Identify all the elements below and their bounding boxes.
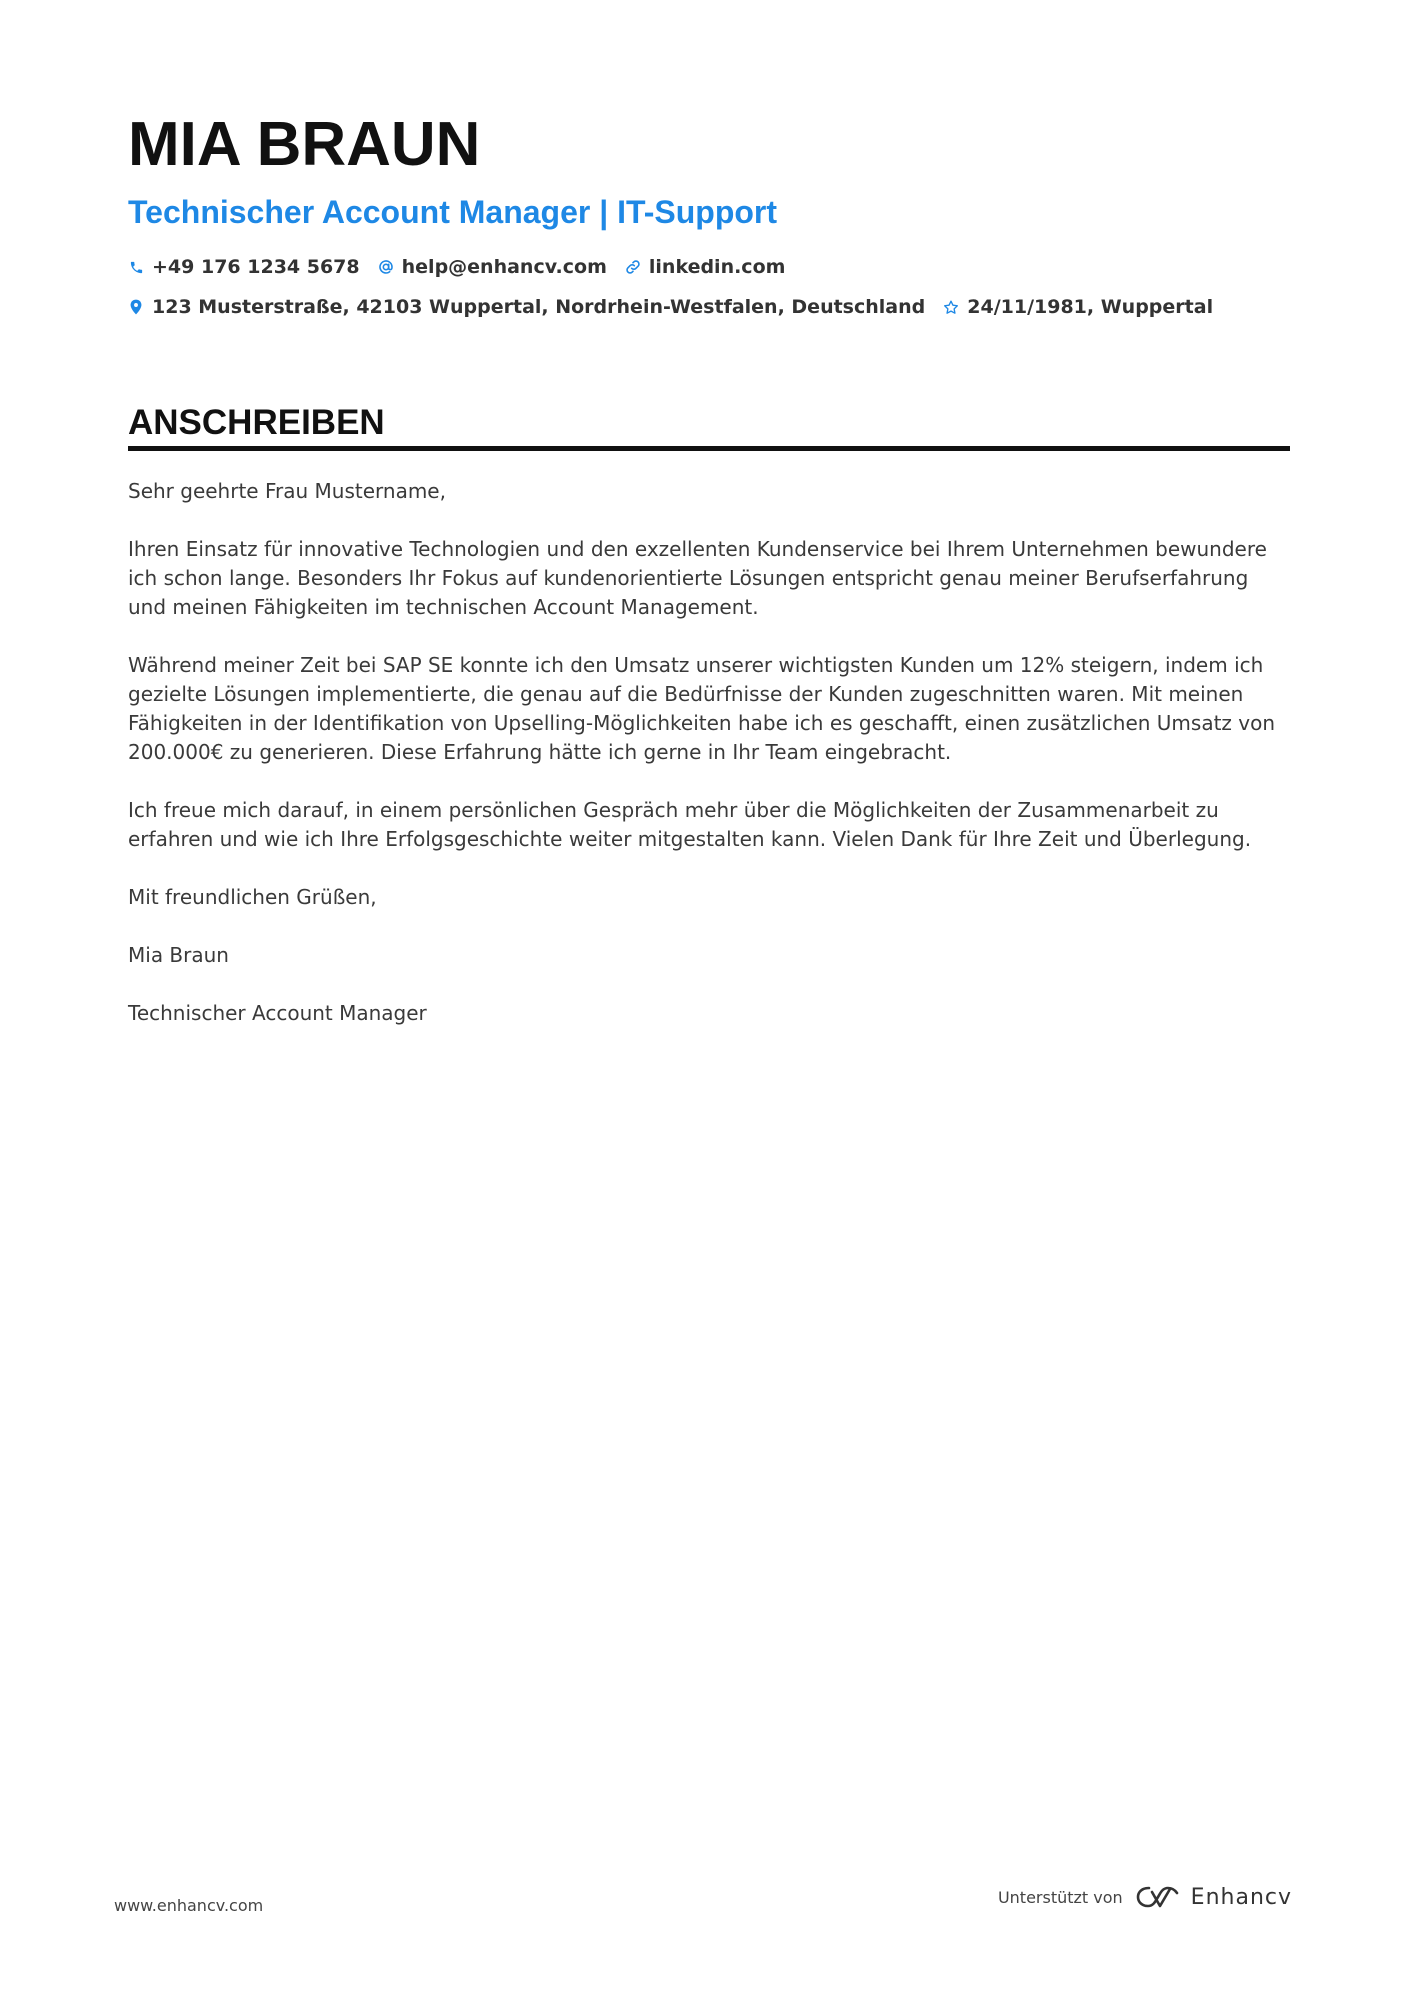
contact-row-2 <box>128 292 1290 322</box>
contact-linkedin[interactable] <box>625 256 786 278</box>
footer-website-link[interactable]: www.enhancv.com <box>114 1896 264 1915</box>
brand-name: Enhancv <box>1190 1884 1292 1910</box>
contact-info <box>128 252 1290 322</box>
enhancv-logo[interactable] <box>1135 1884 1292 1910</box>
linkedin-text: linkedin.com <box>648 256 786 278</box>
letter-body <box>128 477 1290 1028</box>
phone-text: +49 176 1234 5678 <box>152 256 360 278</box>
candidate-name: MIA BRAUN <box>128 110 481 179</box>
letter-closing: Mit freundlichen Grüßen, <box>128 885 377 909</box>
email-text: help@enhancv.com <box>401 256 607 278</box>
cover-letter-page <box>128 110 1290 1057</box>
letter-paragraph: Ich freue mich darauf, in einem persönlichen Gespräch mehr über die Möglichkeiten der Zusammenarbeit zu erfahren und wie ich Ihre Erfolgsgeschichte weiter mitgestalten kann. Vielen Dank für Ihre Zeit und Überlegung. <box>128 798 1252 851</box>
address-text: 123 Musterstraße, 42103 Wuppertal, Nordrhein-Westfalen, Deutschland <box>152 296 926 318</box>
contact-birth <box>943 296 1213 318</box>
birth-text: 24/11/1981, Wuppertal <box>967 296 1214 318</box>
location-pin-icon <box>128 299 144 315</box>
signature-name: Mia Braun <box>128 943 229 967</box>
signature-title: Technischer Account Manager <box>128 1001 427 1025</box>
section-title: ANSCHREIBEN <box>128 402 1290 451</box>
letter-salutation: Sehr geehrte Frau Mustername, <box>128 479 446 503</box>
star-icon <box>943 299 959 315</box>
powered-by-label: Unterstützt von <box>997 1887 1123 1907</box>
contact-phone <box>128 256 360 278</box>
letter-paragraph: Während meiner Zeit bei SAP SE konnte ich den Umsatz unserer wichtigsten Kunden um 12% steigern, indem ich gezielte Lösungen implementierte, die genau auf die Bedürfnisse der Kunden zugeschnitten waren. Mit meinen Fähigkeiten in der Identifikation von Upselling-Möglichkeiten habe ich es geschafft, einen zusätzlichen Umsatz von 200.000€ zu generieren. Diese Erfahrung hätte ich gerne in Ihr Team eingebracht. <box>128 653 1276 764</box>
contact-email[interactable] <box>378 256 607 278</box>
at-icon <box>378 259 394 275</box>
contact-address <box>128 296 925 318</box>
enhancv-logo-icon <box>1135 1884 1181 1910</box>
candidate-headline: Technischer Account Manager | IT-Support <box>128 194 778 230</box>
contact-row-1 <box>128 252 1290 282</box>
phone-icon <box>128 259 144 275</box>
footer-powered-by <box>998 1884 1292 1910</box>
cover-letter-section <box>128 402 1290 1028</box>
letter-paragraph: Ihren Einsatz für innovative Technologien und den exzellenten Kundenservice bei Ihrem Unternehmen bewundere ich schon lange. Besonders Ihr Fokus auf kundenorientierte Lösungen entspricht genau meiner Berufserfahrung und meinen Fähigkeiten im technischen Account Management. <box>128 537 1267 619</box>
link-icon <box>625 259 641 275</box>
